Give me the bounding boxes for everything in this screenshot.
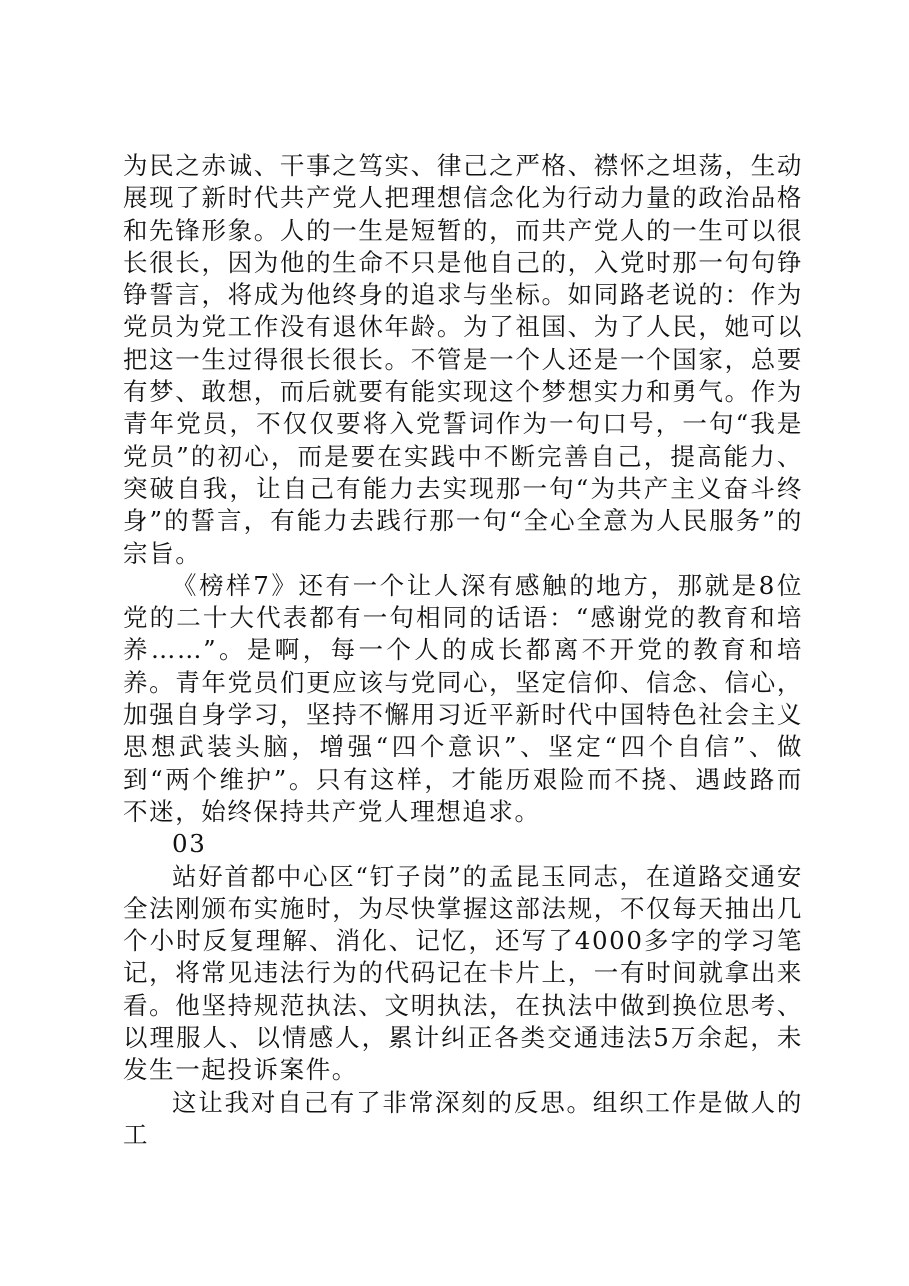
paragraph-bangyang-7: 《榜样7》还有一个让人深有感触的地方，那就是8位党的二十大代表都有一句相同的话语：“感谢党的教育和培养……”。是啊，每一个人的成长都离不开党的教育和培养。青年党员们更应该与党同心，坚定信仰、信念、信心，加强自身学习，坚持不懈用习近平新时代中国特色社会主义思想武装头脑，增强“四个意识”、坚定“四个自信”、做到“两个维护”。只有这样，才能历艰险而不挠、遇歧路而不迷，始终保持共产党人理想追求。 [123,570,803,826]
paragraph-reflection: 这让我对自己有了非常深刻的反思。组织工作是做人的工 [123,1087,803,1149]
paragraph-exemplar-summary: 为民之赤诚、干事之笃实、律己之严格、襟怀之坦荡，生动展现了新时代共产党人把理想信念化为行动力量的政治品格和先锋形象。人的一生是短暂的，而共产党人的一生可以很长很长，因为他的生命不只是他自己的，入党时那一句句铮铮誓言，将成为他终身的追求与坐标。如同路老说的：作为党员为党工作没有退休年龄。为了祖国、为了人民，她可以把这一生过得很长很长。不管是一个人还是一个国家，总要有梦、敢想，而后就要有能实现这个梦想实力和勇气。作为青年党员，不仅仅要将入党誓词作为一句口号，一句“我是党员”的初心，而是要在实践中不断完善自己，提高能力、突破自我，让自己有能力去实现那一句“为共产主义奋斗终身”的誓言，有能力去践行那一句“全心全意为人民服务”的宗旨。 [123,151,803,568]
paragraph-meng-kunyu: 站好首都中心区“钉子岗”的孟昆玉同志，在道路交通安全法刚颁布实施时，为尽快掌握这部法规，不仅每天抽出几个小时反复理解、消化、记忆，还写了4000多字的学习笔记，将常见违法行为的代码记在卡片上，一有时间就拿出来看。他坚持规范执法、文明执法，在执法中做到换位思考、以理服人、以情感人，累计纠正各类交通违法5万余起，未发生一起投诉案件。 [123,861,803,1085]
section-number: 03 [172,829,207,859]
document-page [123,150,803,1151]
